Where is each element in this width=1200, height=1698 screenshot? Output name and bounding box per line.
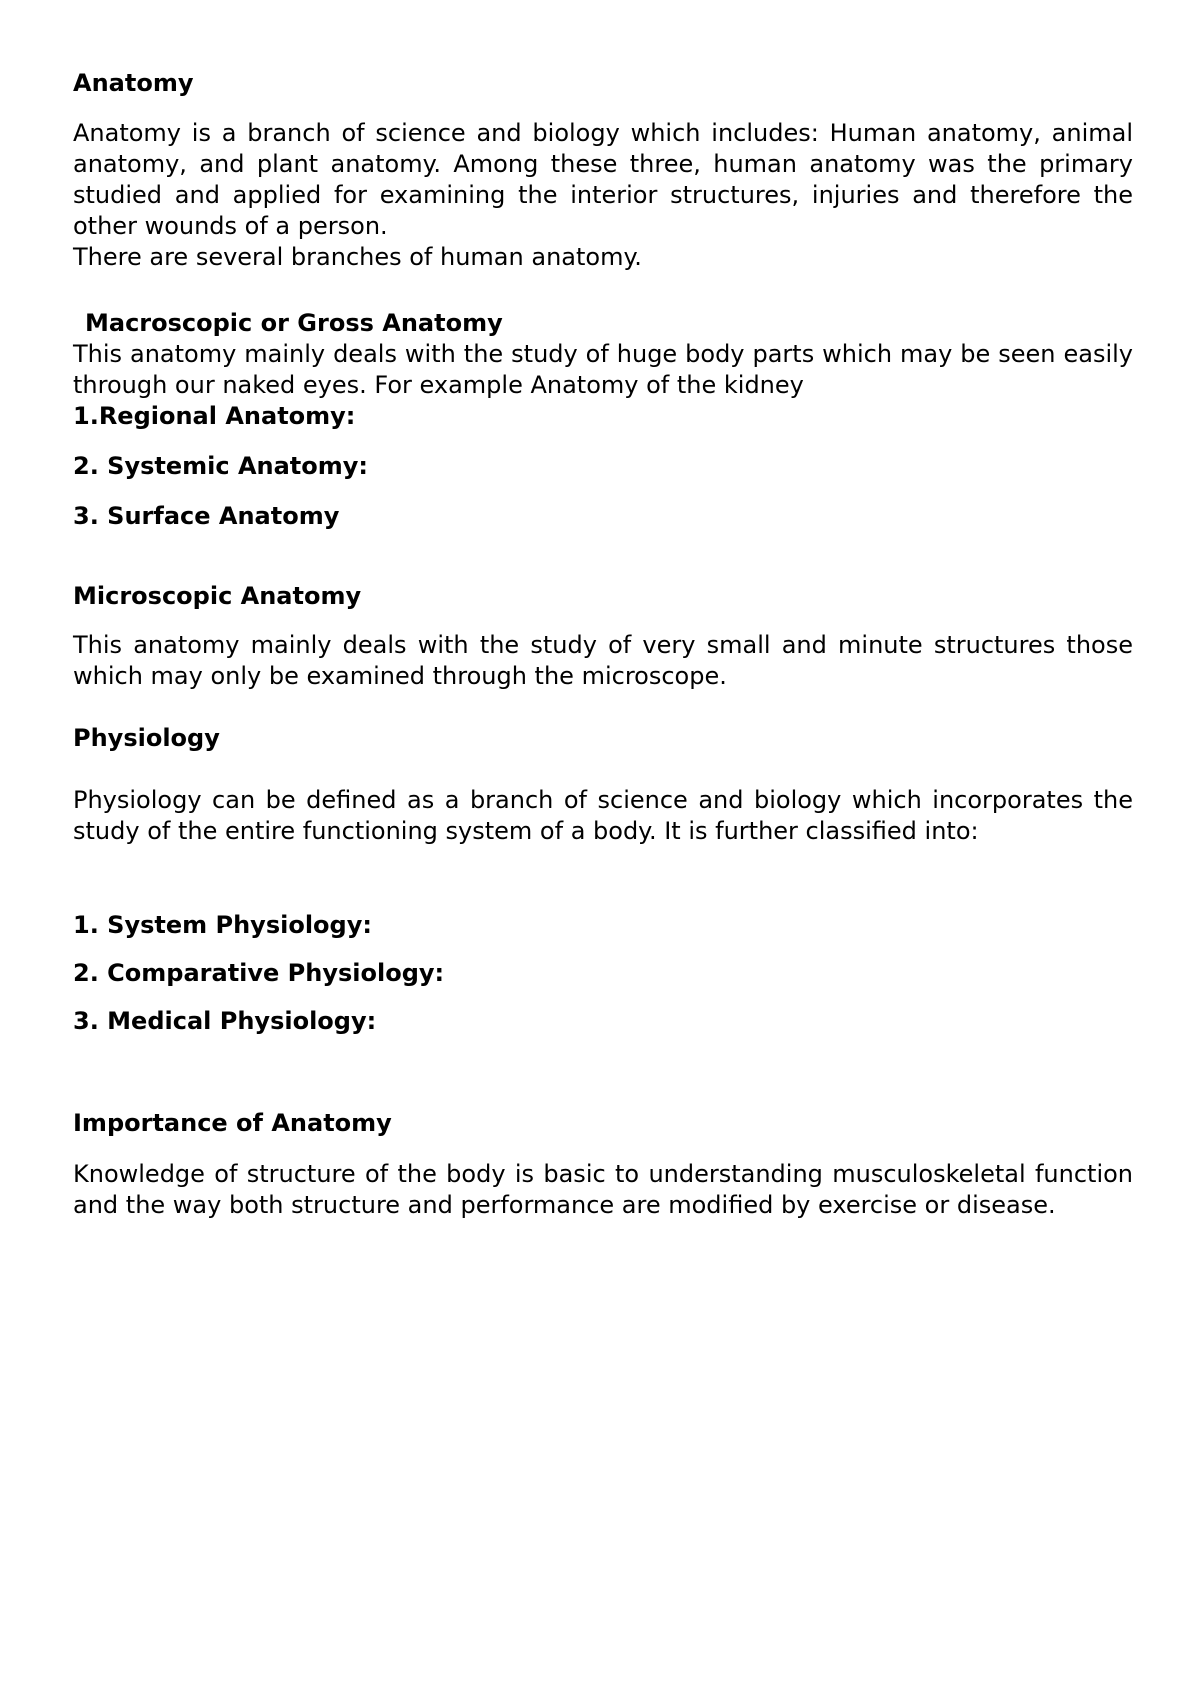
heading-physiology: Physiology	[73, 724, 220, 752]
heading-anatomy: Anatomy	[73, 69, 194, 97]
paragraph-importance: Knowledge of structure of the body is basic to understanding musculoskeletal function and the way both structure and performance are modified by exercise or disease.	[73, 1160, 1133, 1219]
paragraph-branches-note: There are several branches of human anatomy.	[73, 243, 642, 271]
list-item-comparative-physiology: 2. Comparative Physiology:	[73, 959, 445, 987]
list-item-surface: 3. Surface Anatomy	[73, 502, 340, 530]
paragraph-macroscopic: This anatomy mainly deals with the study of huge body parts which may be seen easily through our naked eyes. For example Anatomy of the kidney	[73, 340, 1133, 399]
list-item-medical-physiology: 3. Medical Physiology:	[73, 1007, 377, 1035]
list-item-systemic: 2. Systemic Anatomy:	[73, 452, 369, 480]
heading-importance: Importance of Anatomy	[73, 1109, 392, 1137]
paragraph-anatomy-intro: Anatomy is a branch of science and biology which includes: Human anatomy, animal anatomy, and plant anatomy. Among these three, human anatomy was the primary studied and applied for examining the interior structures, injuries and therefore the other wounds of a person.	[73, 119, 1133, 240]
paragraph-physiology: Physiology can be defined as a branch of science and biology which incorporates the study of the entire functioning system of a body. It is further classified into:	[73, 786, 1133, 845]
list-item-regional: 1.Regional Anatomy:	[73, 402, 356, 430]
list-item-system-physiology: 1. System Physiology:	[73, 911, 372, 939]
heading-macroscopic: Macroscopic or Gross Anatomy	[85, 309, 503, 337]
paragraph-microscopic: This anatomy mainly deals with the study of very small and minute structures those which may only be examined through the microscope.	[73, 631, 1133, 690]
heading-microscopic: Microscopic Anatomy	[73, 582, 362, 610]
